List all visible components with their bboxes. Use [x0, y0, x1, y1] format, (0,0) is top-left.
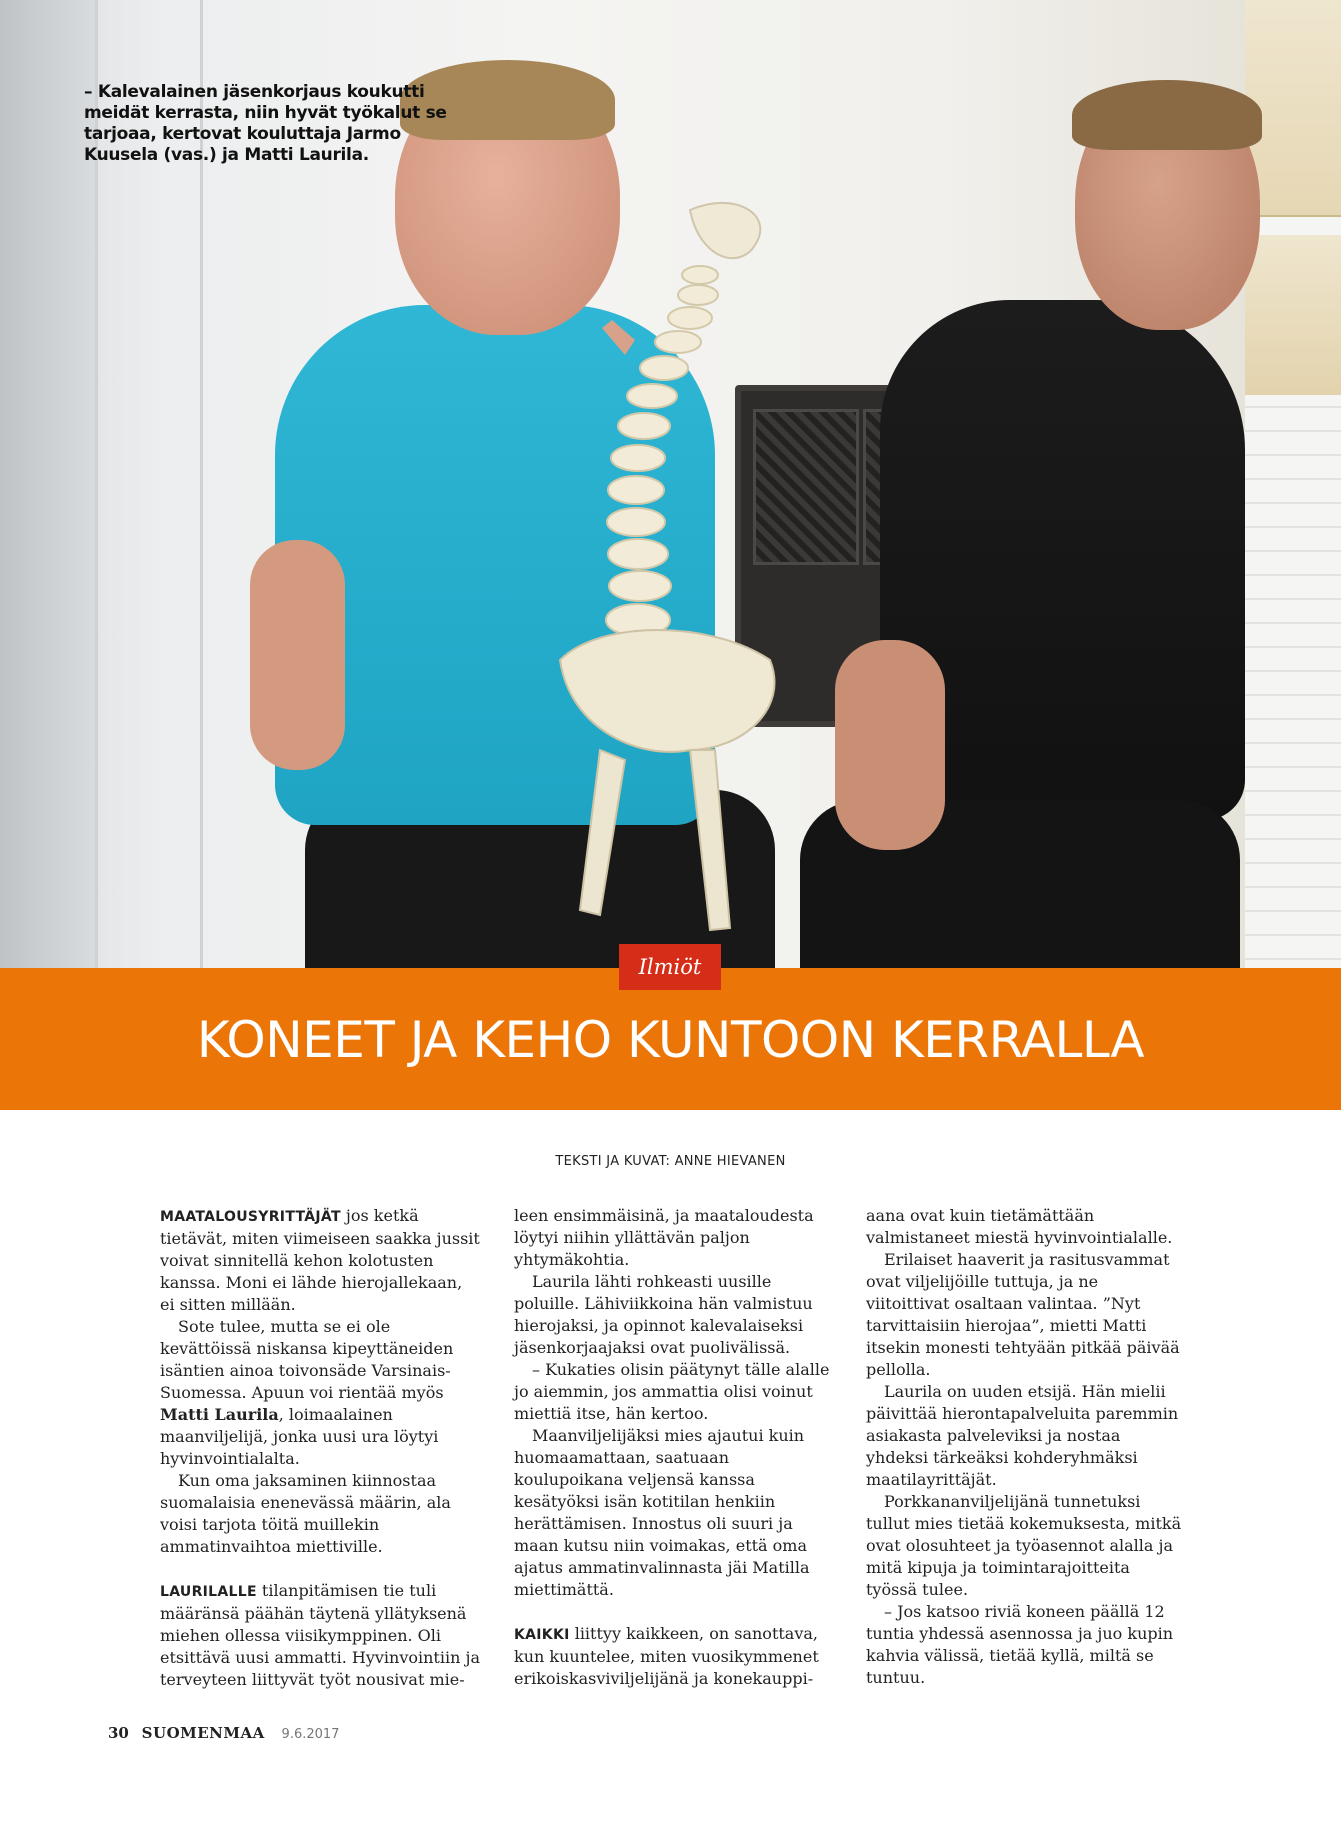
paragraph: Erilaiset haaverit ja rasitusvammat ovat viljelijöille tuttuja, ja ne viitoittivat osaltaan valintaa. ”Nyt tarvittaisiin hierojaa”, mietti Matti itsekin monesti tehtyään pitkää päivää pellolla.	[866, 1250, 1180, 1379]
page-number: 30	[108, 1724, 129, 1742]
paragraph-text: jos ketkä tietävät, miten viimeiseen saakka jussit voivat sinnitellä kehon kolotusten kanssa. Moni ei lähde hierojallekaan, ei sitten millään.	[160, 1206, 480, 1314]
paragraph: Kun oma jaksaminen kiinnostaa suomalaisia enenevässä määrin, ala voisi tarjota töitä muillekin ammatinvaihtoa miettiville.	[160, 1471, 451, 1556]
spine-model	[540, 190, 800, 950]
person-right-hand	[835, 640, 945, 850]
person-right-hair	[1072, 80, 1262, 150]
article-column-1	[160, 1205, 480, 1691]
paragraph-text: , loimaalainen maanviljelijä, jonka uusi ura löytyi hyvinvointialalta.	[160, 1405, 439, 1468]
anatomy-poster	[1245, 235, 1341, 395]
paragraph: – Kukaties olisin päätynyt tälle alalle jo aiemmin, jos ammattia olisi voinut miettiä itse, hän kertoo.	[514, 1360, 830, 1423]
paragraph: Porkkananviljelijänä tunnetuksi tullut mies tietää kokemuksesta, mitkä ovat olosuhteet ja työasennot alalla ja mitä kipuja ja toimintarajoitteita työssä tulee.	[866, 1492, 1182, 1599]
byline: TEKSTI JA KUVAT: ANNE HIEVANEN	[555, 1154, 786, 1169]
person-left-arm	[250, 540, 345, 770]
paragraph: leen ensimmäisinä, ja maataloudesta löytyi niihin yllättävän paljon yhtymäkohtia.	[514, 1206, 814, 1269]
lead-in: LAURILALLE	[160, 1584, 257, 1600]
wall-panel	[0, 0, 95, 968]
lead-in: MAATALOUSYRITTÄJÄT	[160, 1209, 341, 1225]
issue-date: 9.6.2017	[281, 1727, 340, 1742]
paragraph: – Jos katsoo riviä koneen päällä 12 tuntia yhdessä asennossa ja juo kupin kahvia välissä, tietää kyllä, miltä se tuntuu.	[866, 1602, 1174, 1687]
headline: KONEET JA KEHO KUNTOON KERRALLA	[196, 1011, 1145, 1069]
paragraph: Laurila lähti rohkeasti uusille poluille. Lähiviikkoina hän valmistuu hierojaksi, ja opinnot kalevalaiseksi jäsenkorjaajaksi ovat puolivälissä.	[514, 1272, 813, 1357]
article-column-2	[514, 1205, 834, 1690]
paragraph	[514, 1623, 834, 1690]
lead-in: KAIKKI	[514, 1627, 570, 1643]
paragraph-text: liittyy kaikkeen, on sanottava, kun kuuntelee, miten vuosikymmenet erikoiskasviviljelijänä ja konekauppi-	[514, 1624, 819, 1688]
paragraph-text: Sote tulee, mutta se ei ole kevättöissä niskansa kipeyttäneiden isäntien ainoa toivonsäde Varsinais-Suomessa. Apuun voi rientää myös	[160, 1317, 454, 1402]
paragraph-text: tilanpitämisen tie tuli määränsä päähän täytenä yllätyksenä miehen ollessa viisikymppinen. Oli etsittävä uusi ammatti. Hyvinvointiin ja terveyteen liittyvät työt nousivat mie-	[160, 1581, 480, 1689]
paragraph	[160, 1316, 480, 1470]
paragraph	[160, 1205, 480, 1316]
paragraph	[160, 1580, 480, 1691]
magazine-name: SUOMENMAA	[141, 1724, 265, 1742]
paragraph: Maanviljelijäksi mies ajautui kuin huomaamattaan, saatuaan koulupoikana veljensä kanssa kesätyöksi isän kotitilan henkiin herättämisen. Innostus oli suuri ja maan kutsu niin voimakas, että oma ajatus ammatinvalinnasta jäi Matilla miettimättä.	[514, 1426, 810, 1599]
article-column-3	[866, 1205, 1186, 1689]
photo-caption: – Kalevalainen jäsenkorjaus koukutti meidät kerrasta, niin hyvät työkalut se tarjoaa, kertovat kouluttaja Jarmo Kuusela (vas.) ja Matti Laurila.	[84, 82, 447, 165]
paragraph: Laurila on uuden etsijä. Hän mielii päivittää hierontapalveluita paremmin asiakasta palveleviksi ja nostaa yhdeksi tärkeäksi kohderyhmäksi maatilayrittäjät.	[866, 1382, 1179, 1489]
section-tag: Ilmiöt	[619, 944, 721, 990]
paragraph: aana ovat kuin tietämättään valmistaneet miestä hyvinvointialalle.	[866, 1206, 1173, 1247]
page-footer	[108, 1724, 339, 1742]
person-name: Matti Laurila	[160, 1405, 279, 1424]
